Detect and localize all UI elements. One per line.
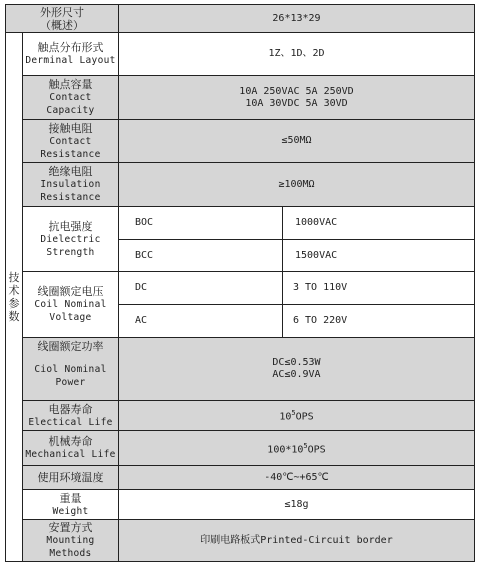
electrical-life-label-cn: 电器寿命	[48, 402, 93, 416]
coil-voltage-val2-text: 6 TO 220V	[293, 315, 348, 326]
contact-capacity-value-2: 10A 30VDC 5A 30VD	[245, 97, 348, 109]
electrical-life-exp: 5	[291, 409, 296, 418]
coil-power-value-2: AC≤0.9VA	[272, 369, 321, 380]
coil-voltage-val2	[282, 304, 475, 338]
mechanical-life-label	[22, 430, 119, 466]
contact-resistance-value	[118, 119, 475, 163]
electrical-life-label	[22, 400, 119, 431]
coil-voltage-sub1-text: DC	[135, 282, 148, 293]
insulation-label	[22, 162, 119, 207]
mechanical-life-label-en: Mechanical Life	[25, 449, 116, 460]
section-label	[5, 32, 23, 562]
spec-table	[5, 4, 475, 562]
insulation-value	[118, 162, 475, 207]
ambient-temp-label	[22, 465, 119, 490]
ambient-temp-value	[118, 465, 475, 490]
weight-value-text: ≤18g	[284, 498, 309, 510]
coil-power-label	[22, 337, 119, 401]
insulation-label-en2: Resistance	[40, 192, 101, 203]
contact-form-label-en: Derminal Layout	[25, 55, 116, 66]
ambient-temp-value-text: -40℃~+65℃	[264, 471, 329, 483]
coil-voltage-label-cn: 线圈额定电压	[37, 285, 104, 298]
contact-form-label-cn: 触点分布形式	[37, 41, 104, 54]
coil-power-label-cn: 线圈额定功率	[37, 340, 104, 353]
electrical-life-value-text	[279, 407, 313, 423]
dielectric-label-en1: Dielectric	[40, 233, 101, 245]
mounting-label-en2: Methods	[49, 548, 92, 559]
mechanical-life-value-text	[267, 440, 325, 456]
contact-capacity-label	[22, 75, 119, 120]
dimensions-value-text: 26*13*29	[272, 12, 321, 24]
coil-voltage-sub2-text: AC	[135, 315, 148, 326]
weight-label	[22, 489, 119, 520]
electrical-life-label-en: Electical Life	[28, 416, 113, 428]
coil-voltage-label-en1: Coil Nominal	[34, 299, 107, 310]
dimensions-label	[5, 4, 119, 33]
dielectric-sub1	[118, 206, 283, 240]
contact-resistance-label-en2: Resistance	[40, 148, 101, 160]
dielectric-sub2	[118, 239, 283, 272]
contact-resistance-label	[22, 119, 119, 163]
contact-capacity-value-1: 10A 250VAC 5A 250VD	[239, 85, 354, 97]
contact-form-value-text: 1Z、1D、2D	[268, 48, 325, 59]
dielectric-label-cn: 抗电强度	[48, 219, 93, 233]
insulation-value-text: ≥100MΩ	[278, 178, 315, 190]
electrical-life-unit: OPS	[295, 411, 314, 423]
dielectric-val2	[282, 239, 475, 272]
dimensions-value	[118, 4, 475, 33]
dielectric-val1-text: 1000VAC	[295, 217, 338, 228]
mounting-value	[118, 519, 475, 562]
mechanical-life-exp: 5	[303, 441, 308, 450]
insulation-label-cn: 绝缘电阻	[48, 165, 93, 178]
weight-label-en: Weight	[52, 505, 89, 517]
electrical-life-value	[118, 400, 475, 431]
contact-capacity-value	[118, 75, 475, 120]
electrical-life-base: 10	[279, 411, 292, 423]
coil-voltage-val1	[282, 271, 475, 305]
dielectric-val1	[282, 206, 475, 240]
dimensions-label-cn: 外形尺寸	[40, 5, 84, 19]
mechanical-life-unit: OPS	[307, 444, 326, 456]
coil-power-label-en2: Power	[55, 377, 86, 388]
mounting-label	[22, 519, 119, 562]
coil-voltage-val1-text: 3 TO 110V	[293, 282, 348, 293]
dielectric-sub2-text: BCC	[135, 249, 154, 261]
coil-voltage-label-en2: Voltage	[49, 312, 92, 323]
mounting-label-cn: 安置方式	[48, 521, 93, 534]
contact-resistance-label-en1: Contact	[49, 135, 92, 147]
coil-voltage-sub1	[118, 271, 283, 305]
mechanical-life-base: 100*10	[267, 444, 304, 456]
contact-form-label	[22, 32, 119, 76]
mounting-label-en1: Mounting	[46, 535, 95, 546]
dielectric-label	[22, 206, 119, 272]
dielectric-sub1-text: BOC	[135, 217, 154, 228]
dielectric-val2-text: 1500VAC	[295, 249, 338, 261]
coil-voltage-label	[22, 271, 119, 338]
dielectric-label-en2: Strength	[46, 246, 95, 258]
section-label-text: 技术参数	[8, 271, 20, 323]
ambient-temp-label-cn: 使用环境温度	[37, 471, 104, 484]
contact-resistance-label-cn: 接触电阻	[48, 121, 93, 135]
weight-label-cn: 重量	[59, 491, 82, 505]
coil-power-value-1: DC≤0.53W	[272, 357, 321, 368]
contact-capacity-label-en2: Capacity	[46, 105, 95, 116]
mechanical-life-label-cn: 机械寿命	[48, 435, 93, 448]
contact-capacity-label-en1: Contact	[49, 92, 92, 103]
mounting-value-text: 印刷电路板式Printed-Circuit border	[200, 534, 393, 546]
coil-voltage-sub2	[118, 304, 283, 338]
contact-resistance-value-text: ≤50MΩ	[281, 135, 312, 146]
dimensions-label-cn2: （概述）	[40, 18, 84, 32]
contact-form-value	[118, 32, 475, 76]
contact-capacity-label-cn: 触点容量	[48, 78, 93, 91]
insulation-label-en1: Insulation	[40, 179, 101, 190]
mechanical-life-value	[118, 430, 475, 466]
coil-power-label-en1: Ciol Nominal	[34, 364, 107, 375]
coil-power-value	[118, 337, 475, 401]
weight-value	[118, 489, 475, 520]
